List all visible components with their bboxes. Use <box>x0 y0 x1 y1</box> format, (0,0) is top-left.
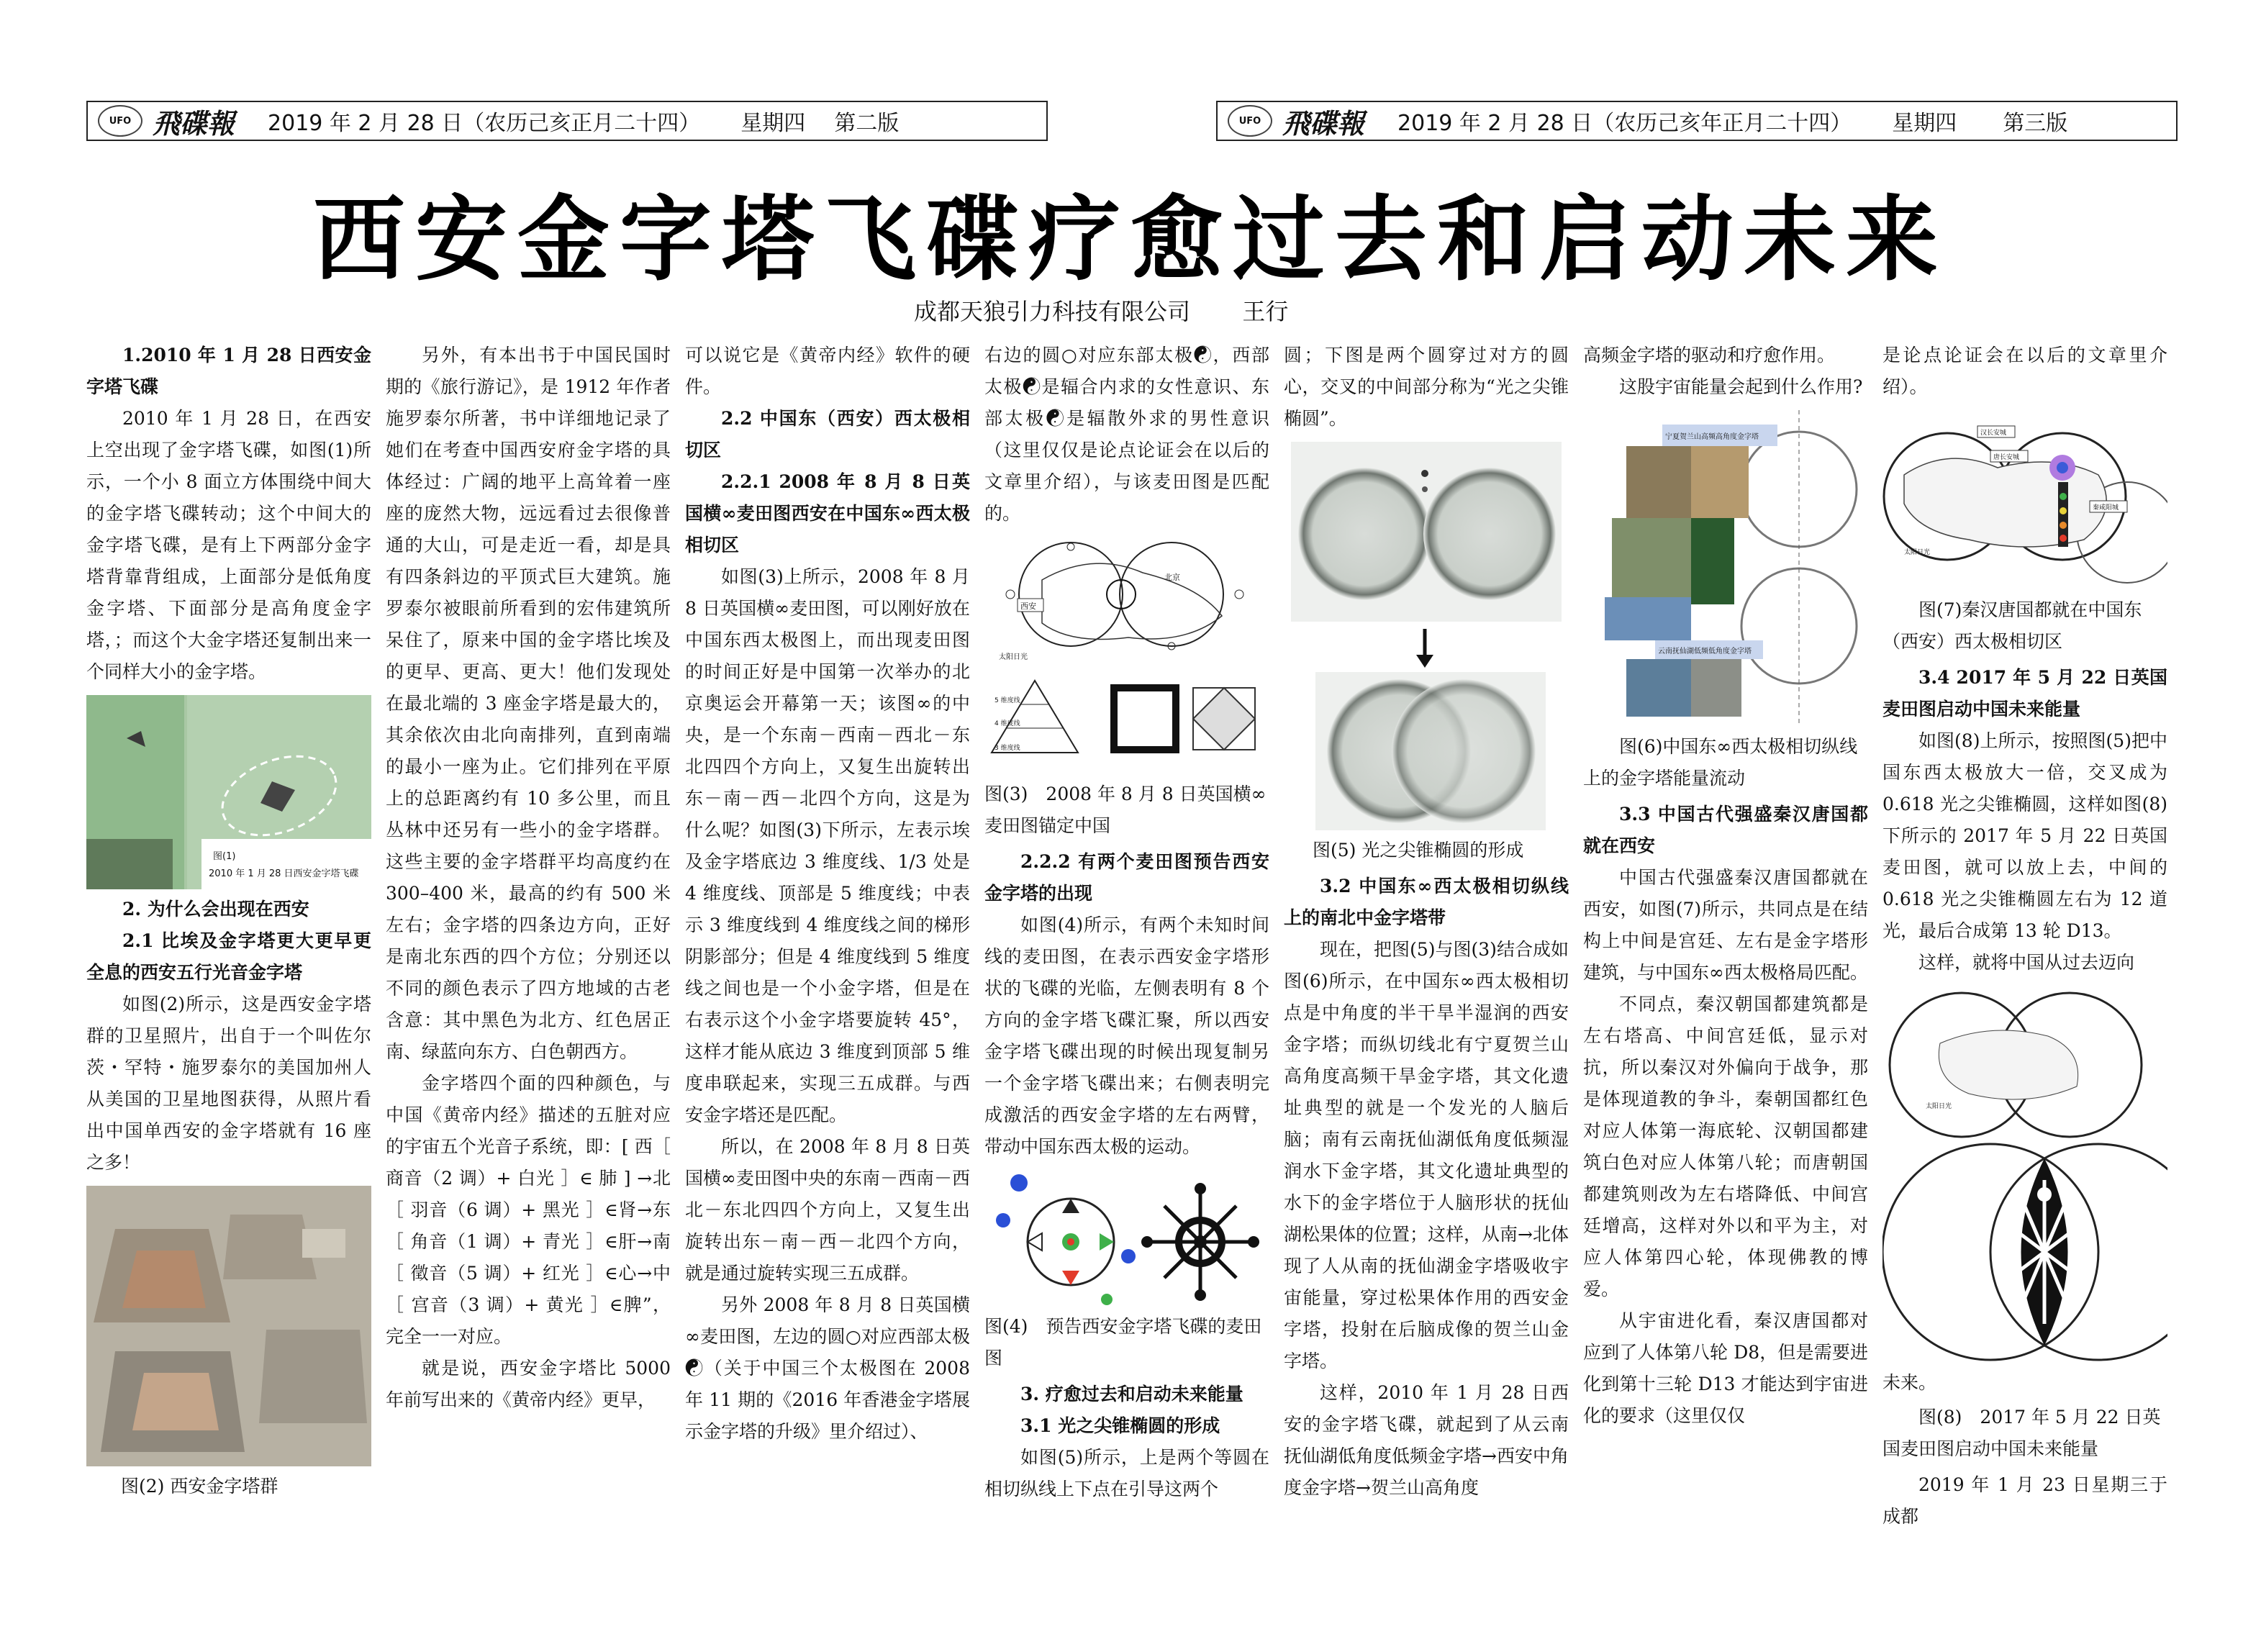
byline <box>914 294 1288 327</box>
paragraph: 这样，2010 年 1 月 28 日西安的金字塔飞碟，就起到了从云南抚仙湖低角度低频金字塔→西安中角度金字塔→贺兰山高角度 <box>1284 1382 1569 1498</box>
figure-5-image <box>1284 442 1569 830</box>
figure-3-label-4d: 4 维度线 <box>994 720 1020 727</box>
figure-3-label-xian: 西安 <box>1020 602 1036 611</box>
paragraph: 另外，有本出书于中国民国时期的《旅行游记》，是 1912 年作者施罗泰尔所著，书中详细地记录了她们在考查中国西安府金字塔的具体经过：广阔的地平上高耸着一座座的庞然大物，远远看过去很像普通的大山，可是走近一看，却是具有四条斜边的平顶式巨大建筑。施罗泰尔被眼前所看到的宏伟建筑所呆住了，原来中国的金字塔比埃及的更早、更高、更大！他们发现处在最北端的 3 座金字塔是最大的，其余依次由北向南排列，直到南端的最小一座为止。它们排列在平原上的总距离约有 10 多公里，而且丛林中还另有一些小的金字塔群。这些主要的金字塔群平均高度约在 300–400 米，最高的约有 500 米左右；金字塔的四条边方向，正好是南北东西的四个方位；分别还以不同的颜色表示了四方地域的古老含意：其中黑色为北方、红色居正南、绿蓝向东方、白色朝西方。 <box>386 345 671 1062</box>
figure-3-caption: 图(3) 2008 年 8 月 8 日英国横∞麦田图锚定中国 <box>984 784 1267 836</box>
column-1 <box>86 340 371 1507</box>
section-heading: 3. 疗愈过去和启动未来能量 <box>1020 1384 1243 1404</box>
paragraph: 这股宇宙能量会起到什么作用? <box>1619 376 1863 397</box>
paragraph: 如图(3)上所示，2008 年 8 月 8 日英国横∞麦田图，可以刚好放在中国东西太极图上，而出现麦田图的时间正好是中国第一次举办的北京奥运会开幕第一天；该图∞的中央，是一个东南－西南－西北－东北四四个方向上，又复生出旋转出东－南－西－北四个方向，这是为什么呢？如图(3)下所示，左表示埃及金字塔底边 3 维度线、1/3 处是 4 维度线、顶部是 5 维度线；中表示 3 维度线到 4 维度线之间的梯形阴影部分；但是 4 维度线到 5 维度线之间也是一个小金字塔，但是在右表示这个小金字塔要旋转 45°，这样才能从底边 3 维度到顶部 5 维度串联起来，实现三五成群。与西安金字塔还是匹配。 <box>685 566 970 1125</box>
paper-name: 飛碟報 <box>1282 106 1365 140</box>
section-heading: 2.2.2 有两个麦田图预告西安金字塔的出现 <box>984 851 1269 904</box>
figure-6-caption: 图(6)中国东∞西太极相切纵线上的金字塔能量流动 <box>1583 736 1858 789</box>
paragraph: 中国古代强盛秦汉唐国都就在西安，如图(7)所示，共同点是在结构上中间是宫廷、左右是金字塔形建筑，与中国东∞西太极格局匹配。 <box>1583 867 1868 983</box>
section-heading: 2.1 比埃及金字塔更大更早更全息的西安五行光音金字塔 <box>86 930 371 983</box>
section-heading: 1.2010 年 1 月 28 日西安金字塔飞碟 <box>86 345 371 397</box>
figure-3-diagram <box>984 537 1269 774</box>
page-number: 第二版 <box>834 111 900 136</box>
section-heading: 3.2 中国东∞西太极相切纵线上的南北中金字塔带 <box>1284 876 1569 928</box>
figure-7-label-han: 汉长安城 <box>1980 430 2007 437</box>
figure-3-image <box>984 537 1269 774</box>
figure-7-caption: 图(7)秦汉唐国都就在中国东（西安）西太极相切区 <box>1882 599 2142 652</box>
section-heading: 3.3 中国古代强盛秦汉唐国都就在西安 <box>1583 804 1868 856</box>
section-heading: 3.1 光之尖锥椭圆的形成 <box>1020 1415 1220 1436</box>
section-heading: 2.2.1 2008 年 8 月 8 日英国横∞麦田图西安在中国东∞西太极相切区 <box>685 471 970 555</box>
figure-1-inset-caption: 2010 年 1 月 28 日西安金字塔飞碟 <box>209 868 359 879</box>
column-6 <box>1583 340 1868 1432</box>
figure-6-collage <box>1583 410 1868 727</box>
figure-3-label-sun: 太阳日光 <box>999 653 1028 661</box>
column-3 <box>685 340 970 1448</box>
weekday: 星期四 <box>1892 111 1957 136</box>
ufo-logo-icon: UFO <box>1228 105 1272 137</box>
figure-4-crop-circles <box>984 1170 1269 1307</box>
figure-2-satellite <box>86 1186 371 1466</box>
paragraph: 2010 年 1 月 28 日，在西安上空出现了金字塔飞碟，如图(1)所示，一个小 8 面立方体围绕中间大的金字塔飞碟转动；这个中间大的金字塔飞碟，是有上下两部分金字塔背靠背组成，上面部分是低角度金字塔、下面部分是高角度金字塔，；而这个大金字塔还复制出来一个同样大小的金字塔。 <box>86 408 371 682</box>
paragraph: 这样，就将中国从过去迈向 <box>1918 952 2135 973</box>
section-heading: 2. 为什么会出现在西安 <box>122 899 309 920</box>
page-number: 第三版 <box>2003 111 2068 136</box>
paragraph: 未来。 <box>1882 1372 1937 1393</box>
paragraph: 现在，把图(5)与图(3)结合成如图(6)所示，在中国东∞西太极相切点是中角度的半干旱半湿润的西安金字塔；而纵切线北有宁夏贺兰山高角度高频干旱金字塔，其文化遗址典型的就是一个发光的人脑后脑；南有云南抚仙湖低角度低频湿润水下金字塔，其文化遗址典型的水下的金字塔位于人脑形状的抚仙湖松果体的位置；这样，从南→北体现了人从南的抚仙湖金字塔吸收宇宙能量，穿过松果体作用的西安金字塔，投射在后脑成像的贺兰山金字塔。 <box>1284 939 1569 1371</box>
figure-7-image <box>1882 410 2167 590</box>
paragraph: 另外 2008 年 8 月 8 日英国横∞麦田图，左边的圆○对应西部太极☯（关于中国三个太极图在 2008 年 11 期的《2016 年香港金字塔展示金字塔的升级》里介绍过）、 <box>685 1294 970 1442</box>
weekday: 星期四 <box>740 111 806 136</box>
figure-3-label-3d: 3 维度线 <box>994 745 1020 752</box>
paragraph: 是论点论证会在以后的文章里介绍）。 <box>1882 345 2167 397</box>
paragraph: 如图(8)上所示，按照图(5)把中国东西太极放大一倍，交叉成为 0.618 光之尖锥椭圆，这样如图(8)下所示的 2017 年 5 月 22 日英国麦田图，就可以放上去，中间的 0.618 光之尖锥椭圆左右为 12 道光，最后合成第 13 轮 D13。 <box>1882 730 2167 941</box>
paragraph: 金字塔四个面的四种颜色，与中国《黄帝内经》描述的五脏对应的宇宙五个光音子系统，即：[ 西［ 商音（2 调）+ 白光 ］∈ 肺 ] →北［ 羽音（6 调）+ 黑光 ］∈肾→东［ 角音（1 调）+ 青光 ］∈肝→南［ 徵音（5 调）+ 红光 ］∈心→中［ 宫音（3 调）+ 黄光 ］∈脾”，完全一一对应。 <box>386 1073 671 1347</box>
column-5 <box>1284 340 1569 1504</box>
section-heading: 3.4 2017 年 5 月 22 日英国麦田图启动中国未来能量 <box>1882 667 2167 720</box>
issue-date: 2019 年 2 月 28 日（农历己亥年正月二十四） <box>1397 111 1852 136</box>
figure-8-caption: 图(8) 2017 年 5 月 22 日英国麦田图启动中国未来能量 <box>1882 1407 2161 1459</box>
figure-6-image <box>1583 410 1868 727</box>
figure-8-image <box>1882 986 2167 1363</box>
byline-author: 王行 <box>1242 298 1289 325</box>
column-4 <box>984 340 1269 1505</box>
figure-1-label: 图(1) <box>213 851 236 862</box>
figure-8-label-sun: 太阳日光 <box>1926 1103 1952 1110</box>
paragraph: 圆；下图是两个圆穿过对方的圆心，交叉的中间部分称为“光之尖锥椭圆”。 <box>1284 345 1569 429</box>
paragraph: 右边的圆○对应东部太极☯，西部太极☯是辐合内求的女性意识、东部太极☯是辐散外求的男性意识（这里仅仅是论点论证会在以后的文章里介绍），与该麦田图是匹配的。 <box>984 345 1269 524</box>
figure-4-image <box>984 1170 1269 1307</box>
paragraph: 如图(5)所示，上是两个等圆在相切纵线上下点在引导这两个 <box>984 1447 1269 1499</box>
figure-5-caption: 图(5) 光之尖锥椭圆的形成 <box>1313 840 1524 861</box>
paragraph: 高频金字塔的驱动和疗愈作用。 <box>1583 345 1836 366</box>
figure-4-caption: 图(4) 预告西安金字塔飞碟的麦田图 <box>984 1316 1262 1369</box>
headline: 西安金字塔飞碟疗愈过去和启动未来 <box>312 186 1948 294</box>
paragraph: 所以，在 2008 年 8 月 8 日英国横∞麦田图中央的东南－西南－西北－东北四四个方向上，又复生出旋转出东－南－西－北四个方向，就是通过旋转实现三五成群。 <box>685 1136 970 1284</box>
figure-7-label-sun: 太阳日光 <box>1904 549 1931 556</box>
ufo-logo-icon: UFO <box>98 105 142 137</box>
masthead-right <box>1216 101 2178 141</box>
figure-6-label-fuxian: 云南抚仙湖低频低角度金字塔 <box>1658 648 1752 655</box>
column-2 <box>386 340 671 1416</box>
figure-7-map <box>1882 410 2167 590</box>
paragraph: 从宇宙进化看，秦汉唐国都对应到了人体第八轮 D8，但是需要进化到第十三轮 D13 才能达到宇宙进化的要求（这里仅仅 <box>1583 1310 1868 1426</box>
figure-2-image <box>86 1186 371 1466</box>
issue-date: 2019 年 2 月 28 日（农历己亥正月二十四） <box>268 111 701 136</box>
paragraph: 就是说，西安金字塔比 5000 年前写出来的《黄帝内经》更早， <box>386 1358 671 1410</box>
figure-1-image <box>86 695 371 889</box>
figure-5-circles <box>1284 442 1569 830</box>
paragraph: 如图(4)所示，有两个未知时间线的麦田图，在表示西安金字塔形状的飞碟的光临，左侧表明有 8 个方向的金字塔飞碟汇聚，所以西安金字塔飞碟出现的时候出现复制另一个金字塔飞碟出来；右侧表明完成激活的西安金字塔的左右两臂，带动中国东西太极的运动。 <box>984 914 1269 1157</box>
paragraph: 不同点，秦汉朝国都建筑都是左右塔高、中间宫廷低，显示对抗，所以秦汉对外偏向于战争，那是体现道教的争斗，秦朝国都红色对应人体第一海底轮、汉朝国都建筑白色对应人体第八轮；而唐朝国都建筑则改为左右塔降低、中间宫廷增高，这样对外以和平为主，对应人体第四心轮，体现佛教的博爱。 <box>1583 994 1868 1299</box>
figure-8-crop-circle <box>1882 986 2167 1363</box>
figure-3-label-beijing: 北京 <box>1164 573 1180 582</box>
paragraph: 如图(2)所示，这是西安金字塔群的卫星照片，出自于一个叫佐尔茨・罕特・施罗泰尔的美国加州人从美国的卫星地图获得，从照片看出中国单西安的金字塔就有 16 座之多！ <box>86 994 371 1173</box>
figure-2-caption: 图(2) 西安金字塔群 <box>121 1476 278 1497</box>
section-heading: 2.2 中国东（西安）西太极相切区 <box>685 408 970 460</box>
byline-org: 成都天狼引力科技有限公司 <box>914 298 1191 325</box>
column-7 <box>1882 340 2167 1533</box>
figure-7-label-qin: 秦咸阳城 <box>2093 504 2119 512</box>
paper-name: 飛碟報 <box>153 106 235 140</box>
figure-6-label-helan: 宁夏贺兰山高频高角度金字塔 <box>1665 433 1759 441</box>
dateline: 2019 年 1 月 23 日星期三于成都 <box>1882 1474 2167 1527</box>
paragraph: 可以说它是《黄帝内经》软件的硬件。 <box>685 345 970 397</box>
figure-3-label-5d: 5 维度线 <box>994 697 1020 704</box>
figure-7-label-tang: 唐长安城 <box>1993 454 2020 461</box>
figure-1-photo <box>86 695 371 889</box>
masthead-left <box>86 101 1048 141</box>
